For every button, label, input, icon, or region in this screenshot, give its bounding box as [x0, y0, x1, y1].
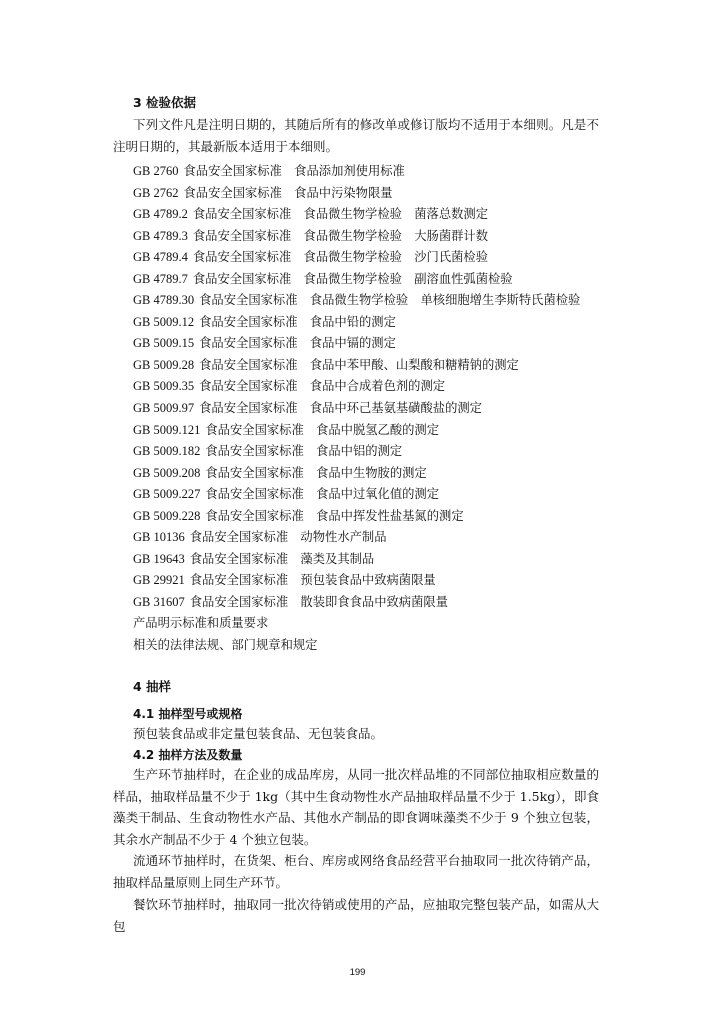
reference-item — [133, 635, 580, 657]
reference-title: 食品安全国家标准 食品中铝的测定 — [205, 444, 403, 459]
reference-title: 食品安全国家标准 食品中苯甲酸、山梨酸和糖精钠的测定 — [199, 357, 519, 372]
reference-item — [133, 549, 580, 571]
reference-title: 食品安全国家标准 食品微生物学检验 沙门氏菌检验 — [192, 250, 489, 265]
reference-code: GB 5009.121 — [133, 422, 201, 437]
reference-item — [133, 398, 580, 420]
reference-item — [133, 226, 580, 248]
reference-title: 食品安全国家标准 食品微生物学检验 菌落总数测定 — [192, 207, 489, 222]
reference-item — [133, 204, 580, 226]
reference-item — [133, 355, 580, 377]
reference-item — [133, 333, 580, 355]
reference-item — [133, 290, 580, 312]
reference-code: GB 4789.3 — [133, 228, 188, 243]
reference-title: 食品安全国家标准 食品微生物学检验 副溶血性弧菌检验 — [192, 271, 513, 286]
section-4-1-text: 预包装食品或非定量包装食品、无包装食品。 — [133, 726, 384, 741]
reference-item — [133, 484, 580, 506]
section-4-2-paragraph-2: 流通环节抽样时，在货架、柜台、库房或网络食品经营平台抽取同一批次待销产品，抽取样品量原则上同生产环节。 — [113, 853, 599, 890]
reference-title: 食品安全国家标准 食品中生物胺的测定 — [205, 465, 427, 480]
reference-code: GB 4789.4 — [133, 250, 188, 265]
reference-code: GB 4789.30 — [133, 293, 195, 308]
reference-code: GB 2760 — [133, 164, 179, 178]
section-3-intro: 下列文件凡是注明日期的，其随后所有的修改单或修订版均不适用于本细则。凡是不注明日期的，其最新版本适用于本细则。 — [113, 117, 599, 154]
reference-title: 产品明示标准和质量要求 — [133, 616, 269, 631]
reference-item — [133, 441, 580, 463]
reference-code: GB 19643 — [133, 551, 185, 566]
reference-title: 食品安全国家标准 食品中脱氢乙酸的测定 — [205, 422, 440, 437]
reference-title: 相关的法律法规、部门规章和规定 — [133, 638, 318, 653]
reference-code: GB 5009.208 — [133, 465, 201, 480]
reference-title: 食品安全国家标准 动物性水产制品 — [189, 530, 387, 545]
section-4-2-heading: 4.2 抽样方法及数量 — [133, 748, 243, 762]
reference-title: 食品安全国家标准 食品中过氧化值的测定 — [205, 487, 440, 502]
reference-item — [133, 506, 580, 528]
reference-code: GB 5009.228 — [133, 508, 201, 523]
reference-code: GB 5009.15 — [133, 336, 195, 351]
reference-item — [133, 269, 580, 291]
section-3-heading: 3 检验依据 — [133, 95, 197, 110]
reference-code: GB 10136 — [133, 530, 185, 545]
reference-title: 食品安全国家标准 预包装食品中致病菌限量 — [189, 573, 436, 588]
reference-title: 食品安全国家标准 食品中铅的测定 — [199, 314, 396, 329]
section-4-2-paragraph-1: 生产环节抽样时，在企业的成品库房，从同一批次样品堆的不同部位抽取相应数量的样品，抽取样品量不少于 1kg（其中生食动物性水产品抽取样品量不少于 1.5kg），即食藻类干制品、生食动物性水产品、其他水产制品的即食调味藻类不少于 9 个独立包装，其余水产制品不少于 4 个独立包装。 — [113, 767, 599, 847]
reference-title: 食品安全国家标准 散装即食食品中致病菌限量 — [189, 594, 448, 609]
reference-code: GB 5009.35 — [133, 379, 195, 394]
reference-item — [133, 312, 580, 334]
reference-code: GB 5009.227 — [133, 487, 201, 502]
reference-code: GB 5009.182 — [133, 444, 201, 459]
reference-item — [133, 183, 580, 205]
reference-item — [133, 570, 580, 592]
reference-code: GB 5009.97 — [133, 401, 195, 416]
reference-code: GB 4789.2 — [133, 207, 188, 222]
reference-title: 食品安全国家标准 食品中环己基氨基磺酸盐的测定 — [199, 401, 482, 416]
reference-item — [133, 613, 580, 635]
reference-title: 食品安全国家标准 食品中挥发性盐基氮的测定 — [205, 508, 464, 523]
reference-list — [133, 161, 580, 657]
reference-item — [133, 376, 580, 398]
reference-item — [133, 420, 580, 442]
reference-item — [133, 463, 580, 485]
reference-item — [133, 527, 580, 549]
reference-code: GB 29921 — [133, 573, 185, 588]
reference-code: GB 31607 — [133, 594, 185, 609]
reference-code: GB 5009.12 — [133, 314, 195, 329]
reference-title: 食品安全国家标准 食品中合成着色剂的测定 — [199, 379, 446, 394]
reference-title: 食品安全国家标准 食品微生物学检验 单核细胞增生李斯特氏菌检验 — [199, 293, 581, 308]
reference-code: GB 5009.28 — [133, 357, 195, 372]
reference-title: 食品安全国家标准 食品添加剂使用标准 — [183, 164, 405, 178]
reference-item — [133, 592, 580, 614]
reference-title: 食品安全国家标准 食品中污染物限量 — [183, 185, 393, 200]
section-4-2-paragraph-3: 餐饮环节抽样时，抽取同一批次待销或使用的产品，应抽取完整包装产品，如需从大包 — [113, 897, 599, 934]
reference-code: GB 4789.7 — [133, 271, 188, 286]
reference-title: 食品安全国家标准 食品微生物学检验 大肠菌群计数 — [192, 228, 489, 243]
reference-title: 食品安全国家标准 食品中镉的测定 — [199, 336, 396, 351]
reference-item — [133, 247, 580, 269]
reference-title: 食品安全国家标准 藻类及其制品 — [189, 551, 375, 566]
reference-item — [133, 161, 580, 183]
page-number: 199 — [349, 967, 366, 978]
section-4-1-heading: 4.1 抽样型号或规格 — [133, 707, 243, 721]
reference-code: GB 2762 — [133, 185, 179, 200]
section-4-heading: 4 抽样 — [133, 679, 172, 694]
